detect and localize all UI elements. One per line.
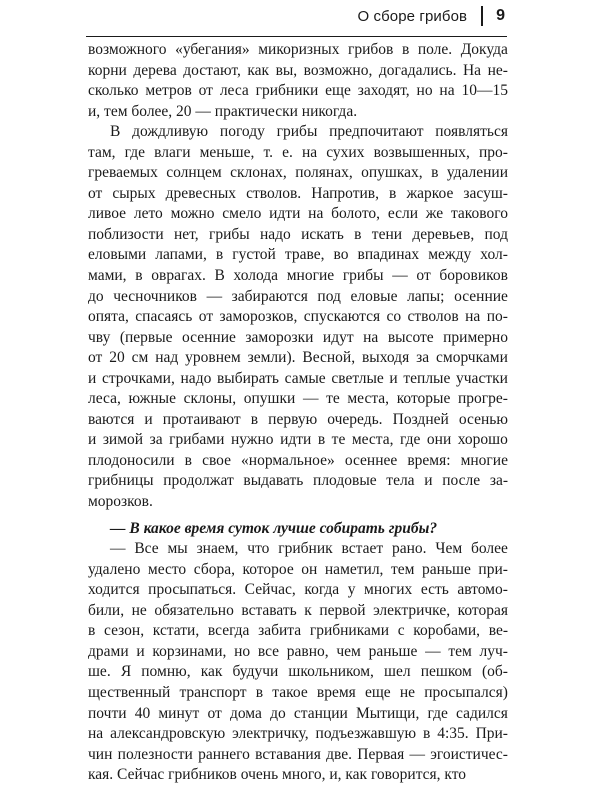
text-line: возможного «убегания» микоризных грибов в поле. Докуда: [88, 41, 508, 58]
text-line: сколько метров от леса грибники еще заходят, но на 10—15: [88, 82, 508, 100]
body-text: [88, 40, 508, 786]
text-line: В дождливую погоду грибы предпочитают появляться: [110, 123, 508, 141]
text-line: опята, спасаясь от заморозков, спускаются со стволов на по-: [88, 308, 508, 326]
paragraph: [88, 122, 508, 512]
text-line: греваемых солнцем склонах, полянах, опушках, в удалении: [88, 164, 508, 182]
text-line: драми и корзинами, но все равно, чем раньше — тем луч-: [88, 642, 508, 660]
text-line: почти 40 минут от дома до станции Мытищи, где садился: [88, 704, 508, 722]
text-line: кая. Сейчас грибников очень много, и, как говорится, кто: [88, 766, 467, 784]
text-line: чву (первые осенние заморозки идут на высоте примерно: [88, 328, 508, 346]
text-line: от сырых древесных стволов. Напротив, в жаркое засуш-: [88, 184, 508, 202]
text-line: чин полезности раннего вставания две. Первая — эгоистичес-: [88, 745, 508, 763]
text-line: и, тем более, 20 — практически никогда.: [88, 102, 358, 120]
text-line: от 20 см над уровнем земли). Весной, выходя за сморчками: [88, 349, 508, 367]
text-line: били, не обязательно вставать к первой электричке, которая: [88, 601, 508, 619]
text-line: плодоносили в свое «нормальное» осеннее время: многие: [88, 451, 508, 469]
text-line: ваются и протаивают в первую очередь. Поздней осенью: [88, 410, 508, 428]
text-line: — В какое время суток лучше собирать грибы?: [110, 519, 438, 537]
text-line: — Все мы знаем, что грибник встает рано. Чем более: [110, 540, 508, 558]
text-line: морозков.: [88, 493, 153, 511]
header-separator: [481, 6, 483, 26]
text-line: до чесночников — забираются под еловые лапы; осенние: [88, 287, 508, 305]
text-line: еловыми лапами, в густой траве, во впадинах между хол-: [88, 246, 508, 264]
paragraph: [88, 539, 508, 786]
chapter-title: О сборе грибов: [357, 7, 468, 25]
text-line: ходится просыпаться. Сейчас, когда у многих есть автомо-: [88, 581, 508, 599]
header-rule: [86, 36, 507, 37]
text-line: ливое лето можно смело идти на болото, если же такового: [88, 205, 508, 223]
text-line: удалено место сбора, которое он наметил, тем раньше при-: [88, 560, 508, 578]
question-heading: [88, 519, 508, 540]
running-header: [357, 6, 505, 26]
text-line: поблизости нет, грибы надо искать в тени деревьев, под: [88, 225, 508, 243]
paragraph: [88, 40, 508, 122]
text-line: там, где влаги меньше, т. е. на сухих возвышенных, про-: [88, 143, 508, 161]
text-line: щественный транспорт в такое время еще не просыпался): [88, 683, 508, 701]
text-line: корни дерева достают, как вы, возможно, догадались. На не-: [88, 61, 508, 79]
text-line: ше. Я помню, как будучи школьником, шел пешком (об-: [88, 663, 508, 681]
page-number: 9: [496, 7, 505, 24]
text-line: леса, южные склоны, опушки — те места, которые прогре-: [88, 390, 508, 408]
text-line: мами, в оврагах. В холода многие грибы — от боровиков: [88, 267, 508, 285]
text-line: на александровскую электричку, подъезжавшую в 4:35. При-: [88, 725, 508, 743]
text-line: в сезон, кстати, всегда забита грибниками с коробами, ве-: [88, 622, 508, 640]
text-line: и строчками, надо выбирать самые светлые и теплые участки: [88, 369, 508, 387]
text-line: и зимой за грибами нужно идти в те места, где они хорошо: [88, 431, 508, 449]
text-line: грибницы продолжат выдавать плодовые тела и после за-: [88, 472, 508, 490]
